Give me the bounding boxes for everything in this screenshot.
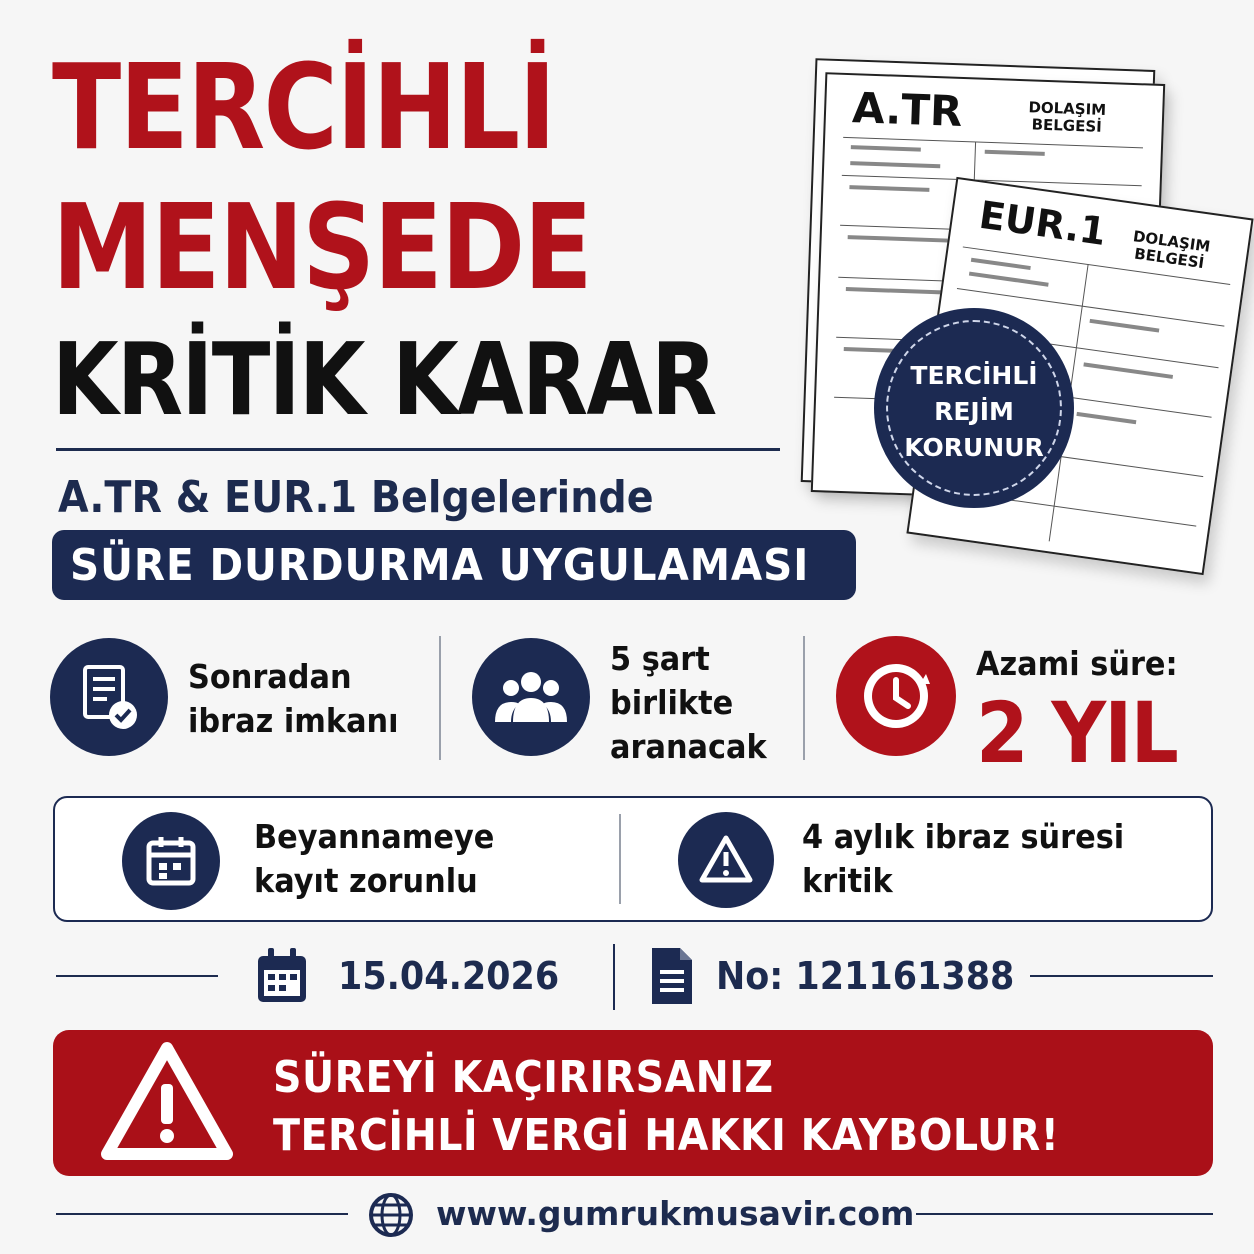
seal-line-3: KORUNUR [904,433,1044,462]
eur1-form-text [971,258,1031,270]
globe-icon [368,1192,414,1238]
eur1-subtitle: DOLAŞIM BELGESİ [1131,227,1212,272]
requirements-separator [619,814,621,904]
tercihli-rejim-seal [878,312,1070,504]
headline-divider [56,448,780,451]
group-users-icon [472,638,590,756]
feature-2-line-3: aranacak [610,727,767,766]
info-divider-left [56,975,218,977]
max-duration-label: Azami süre: [976,644,1178,683]
feature-2-line-1: 5 şart [610,639,710,678]
feature-1-line-2: ibraz imkanı [188,701,399,740]
subtitle: A.TR & EUR.1 Belgelerinde [58,472,654,523]
calendar-icon [122,812,220,910]
info-divider-right [1030,975,1213,977]
requirement-2-line-2: kritik [802,861,893,900]
atr-form-text [985,150,1045,156]
atr-form-text [851,145,921,151]
footer-divider-right [916,1213,1213,1215]
document-check-icon [50,638,168,756]
atr-title: A.TR [851,83,964,136]
atr-form-text [850,161,940,168]
warning-icon [99,1040,235,1164]
eur1-form-text [969,272,1049,287]
headline-line-2: MENŞEDE [52,178,592,316]
footer-divider-left [56,1213,348,1215]
max-duration-value: 2 YIL [976,684,1177,782]
feature-separator [803,636,805,760]
seal-line-2: REJİM [934,397,1014,426]
feature-separator [439,636,441,760]
subtitle-pill-text: SÜRE DURDURMA UYGULAMASI [70,540,810,591]
warning-line-2: TERCİHLİ VERGİ HAKKI KAYBOLUR! [273,1110,1060,1161]
eur1-form-text [1083,362,1173,378]
requirement-1-line-1: Beyannameye [254,817,495,856]
info-separator [613,944,615,1010]
eur1-form-text [1089,319,1159,333]
atr-form-text [849,185,929,192]
atr-subtitle: DOLAŞIM BELGESİ [1028,98,1107,136]
requirement-1-line-2: kayıt zorunlu [254,861,478,900]
headline-line-1: TERCİHLİ [52,38,555,176]
eur1-title: EUR.1 [976,192,1109,254]
warning-icon [678,812,774,908]
document-icon [648,946,696,1006]
eur1-form-text [1076,412,1136,424]
feature-2-line-2: birlikte [610,683,734,722]
document-number-text: No: 121161388 [716,954,1015,998]
calendar-icon [254,946,310,1006]
atr-form-text [848,235,948,242]
subtitle-pill [52,530,856,600]
date-text: 15.04.2026 [338,954,560,998]
warning-line-1: SÜREYİ KAÇIRIRSANIZ [273,1052,774,1103]
requirements-box [53,796,1213,922]
website-link[interactable]: www.gumrukmusavir.com [436,1194,915,1233]
feature-1-line-1: Sonradan [188,657,352,696]
headline-line-3: KRİTİK KARAR [52,321,716,438]
requirement-2-line-1: 4 aylık ibraz süresi [802,817,1125,856]
seal-line-1: TERCİHLİ [910,361,1038,390]
clock-icon [836,636,956,756]
warning-banner [53,1030,1213,1176]
